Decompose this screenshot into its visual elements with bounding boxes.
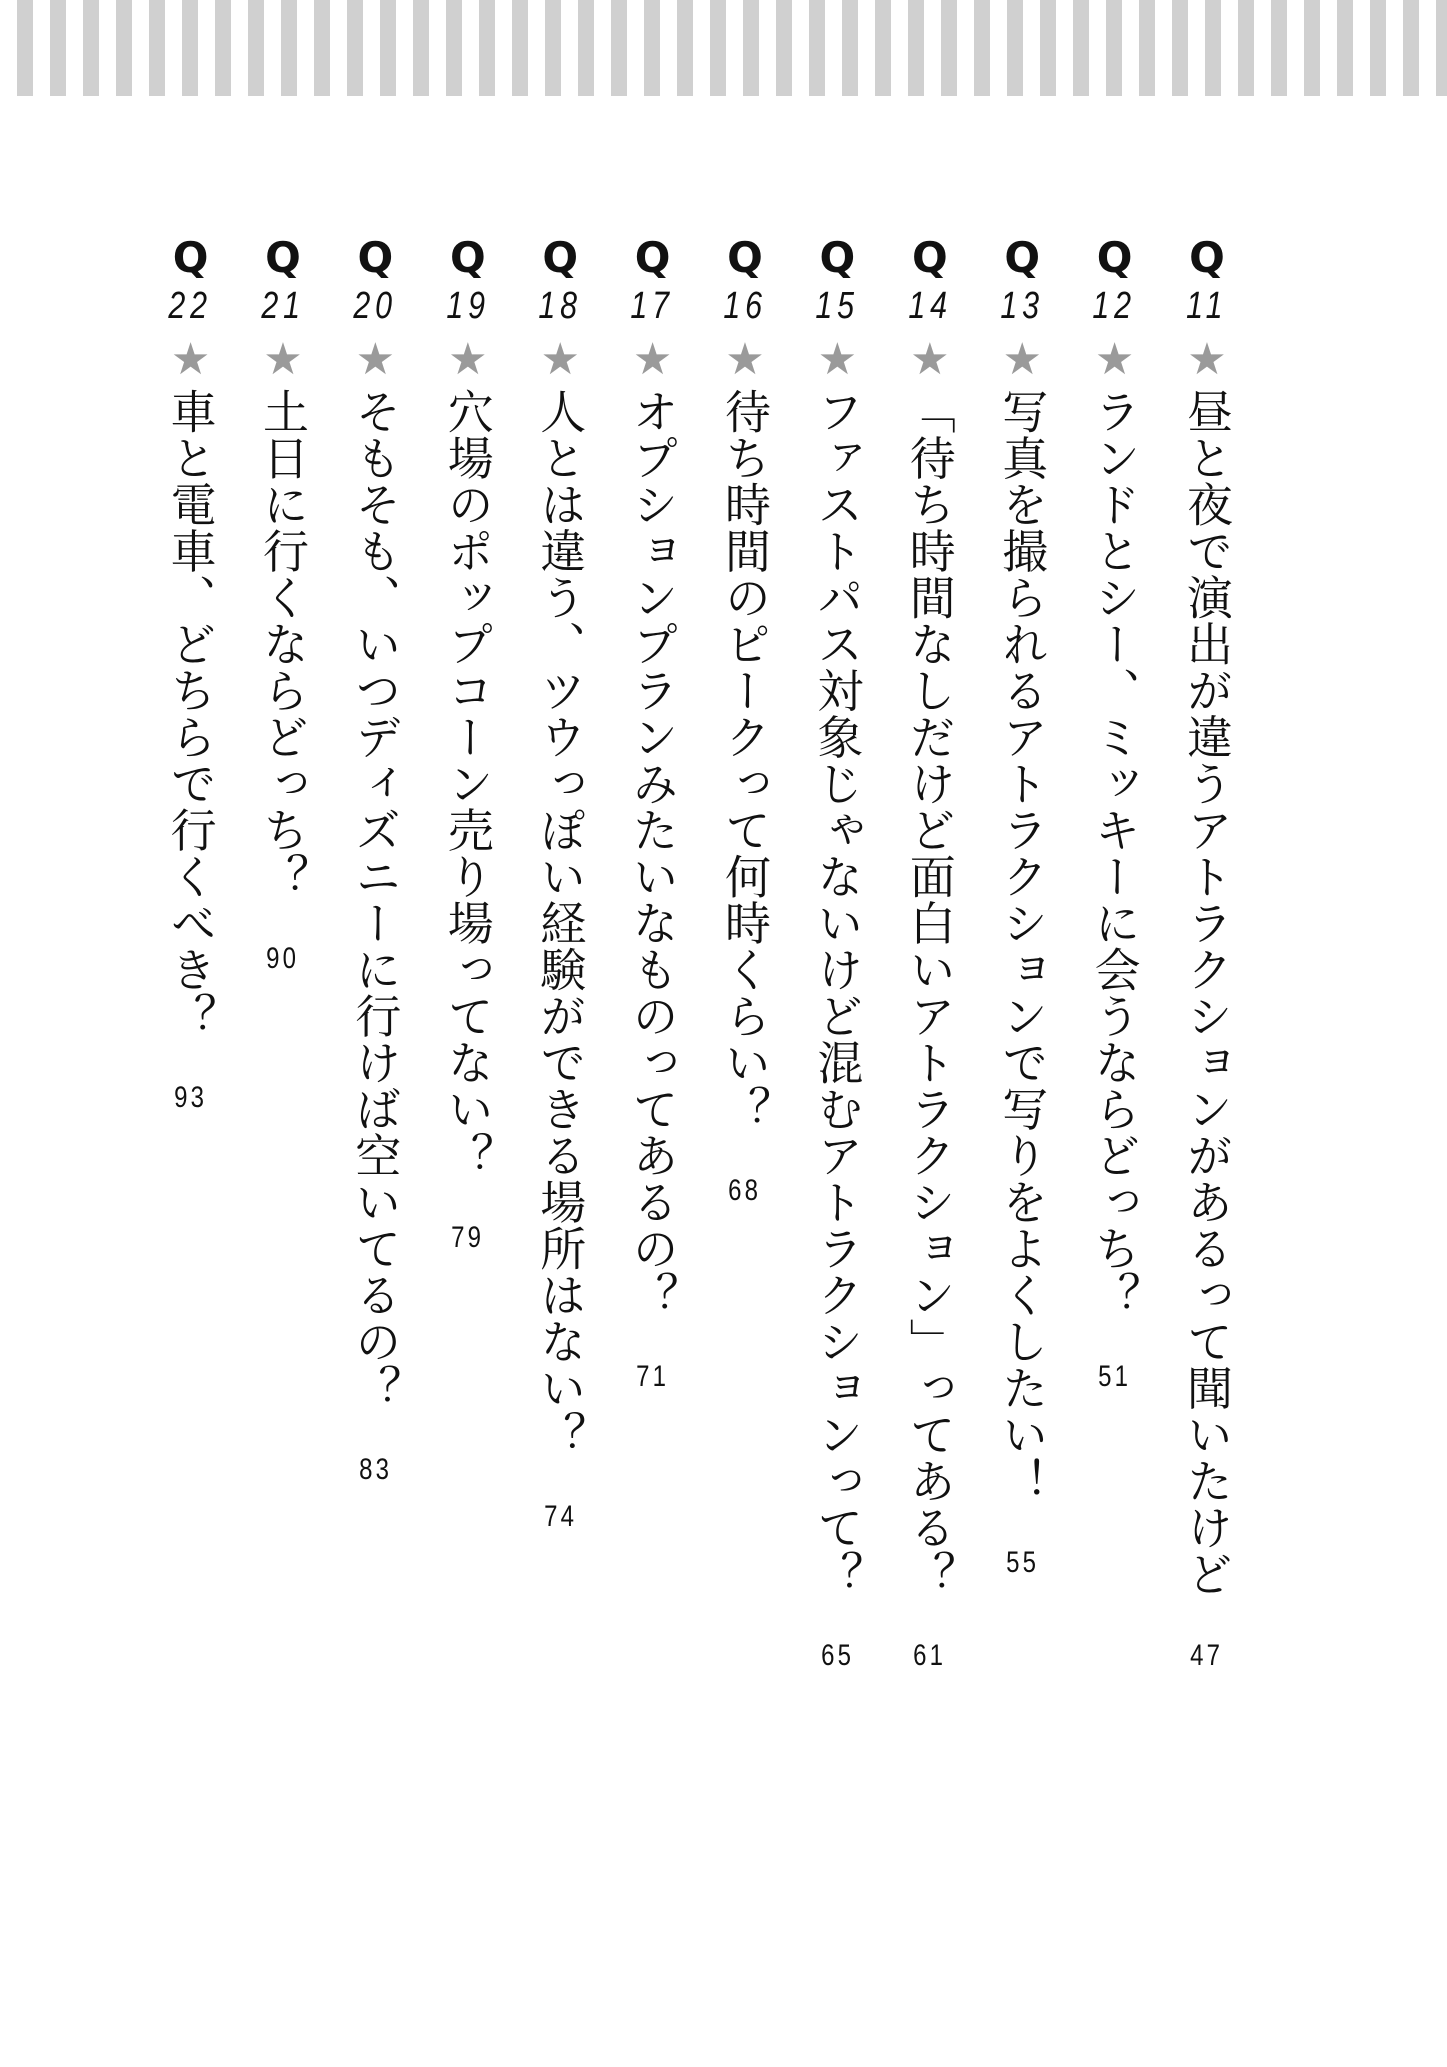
star-icon: ★ — [1094, 334, 1135, 385]
star-icon: ★ — [1002, 334, 1042, 385]
question-title: 車と電車、どちらで行くべき？ — [163, 388, 218, 1039]
toc-entry[interactable] — [618, 233, 688, 1394]
star-icon: ★ — [817, 334, 858, 385]
question-number: 12 — [1092, 285, 1137, 327]
question-label: Q — [449, 233, 486, 282]
toc-entry[interactable] — [248, 233, 318, 976]
toc-entry[interactable] — [987, 233, 1057, 1580]
question-number: 17 — [630, 285, 675, 327]
page-number: 61 — [913, 1639, 947, 1672]
toc-entry[interactable] — [802, 233, 872, 1673]
page-number: 79 — [451, 1220, 485, 1254]
question-number: 14 — [908, 285, 952, 327]
toc-entry[interactable] — [156, 233, 226, 1115]
page-number: 68 — [728, 1174, 762, 1207]
star-icon: ★ — [1187, 334, 1227, 385]
star-icon: ★ — [170, 334, 211, 385]
page-number: 65 — [820, 1639, 854, 1672]
star-icon: ★ — [263, 334, 303, 385]
question-number: 15 — [815, 285, 860, 327]
question-label: Q — [172, 233, 209, 282]
star-icon: ★ — [910, 334, 950, 385]
toc-entry[interactable] — [1080, 233, 1150, 1394]
toc-entry[interactable] — [895, 233, 965, 1673]
question-number: 18 — [538, 285, 582, 327]
toc-entry[interactable] — [525, 233, 595, 1534]
question-title: 待ち時間のピークって何時くらい？ — [718, 388, 772, 1132]
page-number: 74 — [543, 1499, 577, 1533]
page-number: 83 — [358, 1453, 392, 1486]
question-label: Q — [1096, 233, 1133, 282]
page-number: 51 — [1098, 1360, 1132, 1393]
question-label: Q — [727, 233, 763, 282]
page-number: 93 — [174, 1081, 208, 1114]
question-label: Q — [1189, 233, 1225, 282]
question-title: 写真を撮られるアトラクションで写りをよくしたい！ — [995, 388, 1050, 1504]
toc-entry[interactable] — [433, 233, 503, 1255]
star-icon: ★ — [448, 334, 488, 385]
question-number: 21 — [261, 285, 305, 327]
question-label: Q — [542, 233, 579, 282]
question-label: Q — [265, 233, 301, 282]
question-number: 16 — [723, 285, 767, 327]
question-label: Q — [819, 233, 856, 282]
question-title: ランドとシー、ミッキーに会うならどっち？ — [1087, 388, 1142, 1318]
star-icon: ★ — [540, 334, 580, 385]
question-title: オプションプランみたいなものってあるの？ — [625, 388, 680, 1318]
question-label: Q — [357, 233, 394, 282]
question-title: そもそも、いつディズニーに行けば空いてるの？ — [348, 388, 403, 1411]
question-title: 「待ち時間なしだけど面白いアトラクション」ってある？ — [902, 388, 957, 1597]
question-number: 22 — [168, 285, 213, 327]
page-number: 55 — [1005, 1546, 1039, 1579]
toc-entry[interactable] — [340, 233, 410, 1487]
page-number: 90 — [266, 941, 300, 975]
toc-entry[interactable] — [1172, 233, 1242, 1673]
question-title: 人とは違う、ツウっぽい経験ができる場所はない？ — [533, 388, 588, 1458]
page-number: 47 — [1190, 1639, 1224, 1672]
star-icon: ★ — [632, 334, 673, 385]
page-number: 71 — [636, 1360, 670, 1393]
question-label: Q — [1004, 233, 1041, 282]
star-icon: ★ — [355, 334, 396, 385]
question-number: 20 — [353, 285, 398, 327]
toc-entry[interactable] — [710, 233, 780, 1208]
question-title: ファストパス対象じゃないけど混むアトラクションって？ — [810, 388, 865, 1597]
question-number: 19 — [446, 285, 490, 327]
header-stripes — [0, 0, 1447, 96]
question-title: 昼と夜で演出が違うアトラクションがあるって聞いたけど — [1180, 388, 1234, 1597]
question-label: Q — [634, 233, 671, 282]
question-title: 土日に行くならどっち？ — [256, 388, 310, 900]
question-number: 11 — [1186, 285, 1228, 327]
question-label: Q — [911, 233, 948, 282]
star-icon: ★ — [725, 334, 765, 385]
question-number: 13 — [1000, 285, 1044, 327]
question-title: 穴場のポップコーン売り場ってない？ — [440, 388, 495, 1179]
